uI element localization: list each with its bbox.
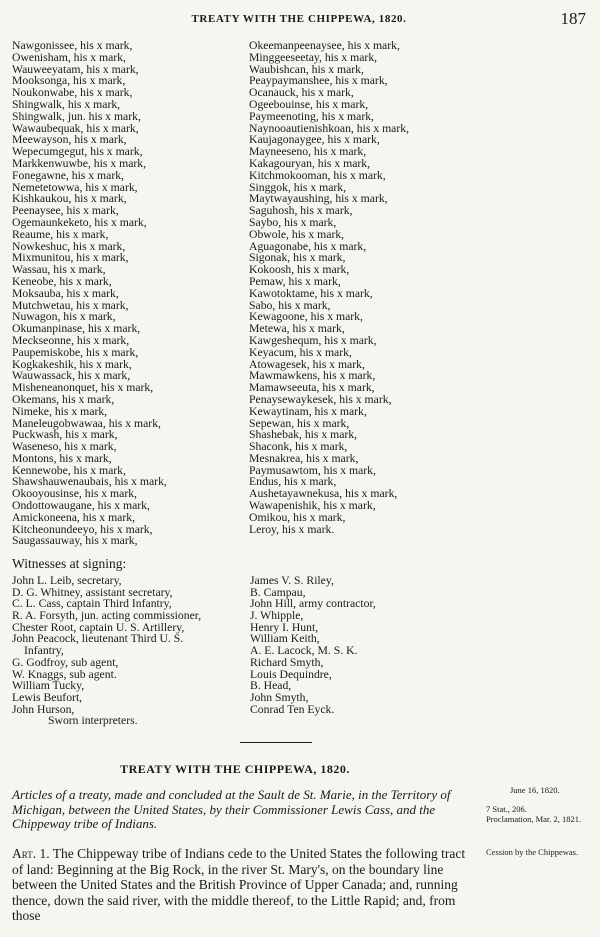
signatory-entry: Maytwayaushing, his x mark, [249, 192, 388, 206]
signatory-entry: Nawgonissee, his x mark, [12, 39, 133, 52]
signatory-entry: Kakagouryan, his x mark, [249, 156, 371, 170]
signatory-entry: Meewayson, his x mark, [12, 133, 127, 147]
signatory-entry: Aguagonabe, his x mark, [249, 239, 367, 253]
signatory-entry: Waseneso, his x mark, [12, 440, 117, 454]
signatory-entry: Shawshauwenaubais, his x mark, [12, 475, 167, 489]
signatory-entry: Kitchmokooman, his x mark, [249, 168, 386, 182]
signatory-entry: Shaconk, his x mark, [249, 440, 348, 454]
signatory-entry: Endus, his x mark, [249, 475, 337, 489]
signatory-entry: Minggeeseetay, his x mark, [249, 50, 378, 64]
witness-entry: John L. Leib, secretary, [12, 574, 122, 587]
signatory-entry: Mamawseeuta, his x mark, [249, 381, 375, 395]
signatory-entry: Peenaysee, his x mark, [12, 204, 119, 218]
witness-entry: Louis Dequindre, [250, 667, 332, 681]
signatory-entry: Sigonak, his x mark, [249, 251, 346, 265]
signatory-entry: Kennewobe, his x mark, [12, 463, 126, 477]
section-divider [240, 742, 312, 743]
signatory-entry: Ondottowaugane, his x mark, [12, 499, 150, 513]
article-label: Art. 1. [12, 846, 50, 861]
signatory-entry: Nemetetowwa, his x mark, [12, 180, 138, 194]
witness-entry: B. Head, [250, 679, 292, 693]
signatory-entry: Markkenwuwbe, his x mark, [12, 156, 147, 170]
witness-entry: John Hurson, [12, 702, 75, 716]
witness-entry: Richard Smyth, [250, 655, 324, 669]
signatory-entry: Ogeebouinse, his x mark, [249, 97, 369, 111]
signatory-entry: Moksauba, his x mark, [12, 286, 119, 300]
signatory-entry: Reaume, his x mark, [12, 227, 109, 241]
witnesses-right-column [250, 575, 550, 715]
witness-entry: Infantry, [24, 644, 64, 658]
signatory-entry: Kitcheonundeeyo, his x mark, [12, 522, 153, 536]
witness-entry: C. L. Cass, captain Third Infantry, [12, 597, 172, 611]
signatory-entry: Kewagoone, his x mark, [249, 310, 363, 324]
signatory-entry: Fonegawne, his x mark, [12, 168, 124, 182]
signatory-entry: Wawaubequak, his x mark, [12, 121, 139, 135]
witness-entry: John Hill, army contractor, [250, 597, 376, 611]
signatory-entry: Kaujagonaygee, his x mark, [249, 133, 380, 147]
signatory-entry: Pemaw, his x mark, [249, 274, 341, 288]
treaty-preamble: Articles of a treaty, made and concluded at the Sault de St. Marie, in the Territory of Michigan, between the United States, by their Commissioner Lewis Cass, and the Chippeway tribe of Indians. [12, 787, 451, 831]
signatory-entry: Sepewan, his x mark, [249, 416, 350, 430]
signatory-entry: Ogemaunkeketo, his x mark, [12, 215, 147, 229]
proclamation-note: Proclamation, Mar. 2, 1821. [486, 813, 582, 824]
signatory-entry: Aushetayawnekusa, his x mark, [249, 487, 398, 501]
witness-entry: G. Godfroy, sub agent, [12, 655, 119, 669]
signatory-entry: Leroy, his x mark. [249, 522, 335, 536]
witness-entry: J. Whipple, [250, 609, 304, 623]
article-1 [12, 846, 474, 924]
signatory-entry: Kawotoktame, his x mark, [249, 286, 373, 300]
signatory-entry: Waubishcan, his x mark, [249, 62, 364, 76]
signatory-entry: Singgok, his x mark, [249, 180, 347, 194]
signatory-entry: Atowagesek, his x mark, [249, 357, 365, 371]
signatories-right-column [249, 40, 559, 535]
signatory-entry: Wassau, his x mark, [12, 263, 106, 277]
signatory-entry: Maneleugobwawaa, his x mark, [12, 416, 161, 430]
statute-citation: 7 Stat., 206. [486, 804, 527, 814]
margin-note-statute [486, 805, 596, 824]
signatory-entry: Ocanauck, his x mark, [249, 86, 354, 100]
witness-entry: Henry I. Hunt, [250, 620, 319, 634]
signatory-entry: Keneobe, his x mark, [12, 274, 112, 288]
signatory-entry: Shingwalk, his x mark, [12, 97, 121, 111]
signatory-entry: Saugassauway, his x mark, [12, 534, 138, 548]
signatory-entry: Mawmawkens, his x mark, [249, 369, 376, 383]
signatory-entry: Kewaytinam, his x mark, [249, 404, 367, 418]
witnesses-heading: Witnesses at signing: [12, 556, 127, 571]
signatory-entry: Nimeke, his x mark, [12, 404, 108, 418]
witness-entry: D. G. Whitney, assistant secretary, [12, 585, 173, 599]
witness-entry: John Peacock, lieutenant Third U. S. [12, 632, 184, 646]
witness-entry: W. Knaggs, sub agent. [12, 667, 117, 681]
signatory-entry: Shashebak, his x mark, [249, 428, 358, 442]
witness-entry: Lewis Beufort, [12, 690, 83, 704]
article-text: The Chippeway tribe of Indians cede to the United States the following tract of land: Beginning at the Big Rock, in the river St. Mary's, on the boundary line between the United States and the British Province of Upper Canada; and, running thence, down the said river, with the middle thereof, to the Little Rapid; and, from those [12, 846, 466, 923]
signatory-entry: Nuwagon, his x mark, [12, 310, 116, 324]
signatory-entry: Paupemiskobe, his x mark, [12, 345, 139, 359]
signatory-entry: Wawapenishik, his x mark, [249, 499, 376, 513]
signatory-entry: Paymeenoting, his x mark, [249, 109, 374, 123]
signatory-entry: Saguhosh, his x mark, [249, 204, 353, 218]
witness-entry: James V. S. Riley, [250, 574, 334, 587]
signatory-entry: Okeemanpeenaysee, his x mark, [249, 39, 400, 52]
signatory-entry: Peaypaymanshee, his x mark, [249, 74, 388, 88]
witness-entry: William Tucky, [12, 679, 85, 693]
witnesses-left-column [12, 575, 247, 727]
signatory-entry: Keyacum, his x mark, [249, 345, 352, 359]
signatory-entry: Meckseonne, his x mark, [12, 333, 130, 347]
signatory-entry: Mutchwetau, his x mark, [12, 298, 129, 312]
signatory-entry: Okumanpinase, his x mark, [12, 322, 141, 336]
signatory-entry: Shingwalk, jun. his x mark, [12, 109, 141, 123]
signatory-entry: Penaysewaykesek, his x mark, [249, 392, 392, 406]
page-number: 187 [560, 9, 586, 28]
witness-entry: R. A. Forsyth, jun. acting commissioner, [12, 609, 202, 623]
signatory-entry: Naynooautienishkoan, his x mark, [249, 121, 410, 135]
signatory-entry: Sabo, his x mark, [249, 298, 331, 312]
page-header [12, 8, 586, 30]
signatory-entry: Kishkaukou, his x mark, [12, 192, 127, 206]
signatory-entry: Omikou, his x mark, [249, 510, 346, 524]
signatory-entry: Metewa, his x mark, [249, 322, 345, 336]
signatory-entry: Montons, his x mark, [12, 451, 112, 465]
section-title: TREATY WITH THE CHIPPEWA, 1820. [120, 762, 350, 776]
margin-note-cession: Cession by the Chippewas. [486, 847, 579, 857]
signatory-entry: Nowkeshuc, his x mark, [12, 239, 126, 253]
signatory-entry: Amickoneena, his x mark, [12, 510, 136, 524]
witness-entry: B. Campau, [250, 585, 306, 599]
running-title: TREATY WITH THE CHIPPEWA, 1820. [191, 13, 407, 25]
signatory-entry: Saybo, his x mark, [249, 215, 337, 229]
signatory-entry: Wauweeyatam, his x mark, [12, 62, 139, 76]
signatory-entry: Mooksonga, his x mark, [12, 74, 126, 88]
signatory-entry: Kogkakeshik, his x mark, [12, 357, 132, 371]
signatory-entry: Noukonwabe, his x mark, [12, 86, 133, 100]
signatory-entry: Wauwassack, his x mark, [12, 369, 131, 383]
signatory-entry: Kokoosh, his x mark, [249, 263, 350, 277]
signatory-entry: Puckwash, his x mark, [12, 428, 118, 442]
signatory-entry: Okemans, his x mark, [12, 392, 115, 406]
witness-entry: John Smyth, [250, 690, 309, 704]
signatory-entry: Mesnakrea, his x mark, [249, 451, 359, 465]
witness-entry: Sworn interpreters. [48, 714, 138, 728]
witness-entry: Conrad Ten Eyck. [250, 702, 335, 716]
margin-note-date: June 16, 1820. [510, 785, 560, 795]
signatory-entry: Obwole, his x mark, [249, 227, 345, 241]
signatory-entry: Mixmunitou, his x mark, [12, 251, 129, 265]
signatory-entry: Paymusawtom, his x mark, [249, 463, 376, 477]
signatory-entry: Misheneanonquet, his x mark, [12, 381, 154, 395]
signatories-left-column [12, 40, 247, 547]
signatory-entry: Kawgeshequm, his x mark, [249, 333, 377, 347]
signatory-entry: Wepecumgegut, his x mark, [12, 145, 143, 159]
signatory-entry: Owenisham, his x mark, [12, 50, 126, 64]
witness-entry: A. E. Lacock, M. S. K. [250, 644, 358, 658]
signatory-entry: Mayneeseno, his x mark, [249, 145, 367, 159]
witness-entry: Chester Root, captain U. S. Artillery, [12, 620, 185, 634]
witness-entry: William Keith, [250, 632, 320, 646]
signatory-entry: Okooyousinse, his x mark, [12, 487, 137, 501]
